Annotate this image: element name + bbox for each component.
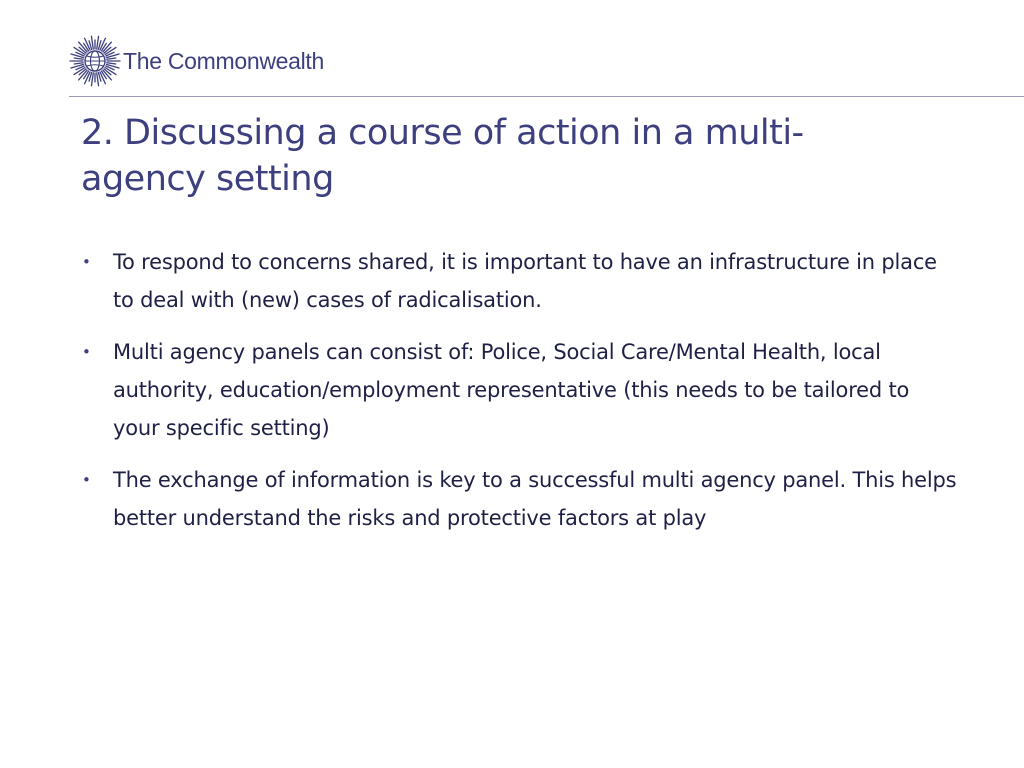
bullet-item [81, 461, 961, 537]
header-divider [69, 96, 1024, 97]
bullet-item [81, 333, 961, 447]
bullet-text: Multi agency panels can consist of: Police, Social Care/Mental Health, local authority, education/employment representative (this needs to be tailored to your specific setting) [113, 340, 910, 440]
bullet-item [81, 243, 961, 319]
bullet-marker: • [82, 253, 91, 271]
slide-title: 2. Discussing a course of action in a multi-agency setting [81, 113, 804, 199]
bullet-marker: • [82, 343, 91, 361]
commonwealth-globe-emblem-icon [69, 35, 121, 87]
bullet-marker: • [82, 471, 91, 489]
bullet-text: The exchange of information is key to a successful multi agency panel. This helps better understand the risks and protective factors at play [113, 468, 957, 530]
commonwealth-logo [69, 34, 324, 88]
bullet-text: To respond to concerns shared, it is important to have an infrastructure in place to deal with (new) cases of radicalisation. [113, 250, 937, 312]
bullet-list [81, 243, 961, 551]
logo-text: The Commonwealth [123, 47, 325, 74]
